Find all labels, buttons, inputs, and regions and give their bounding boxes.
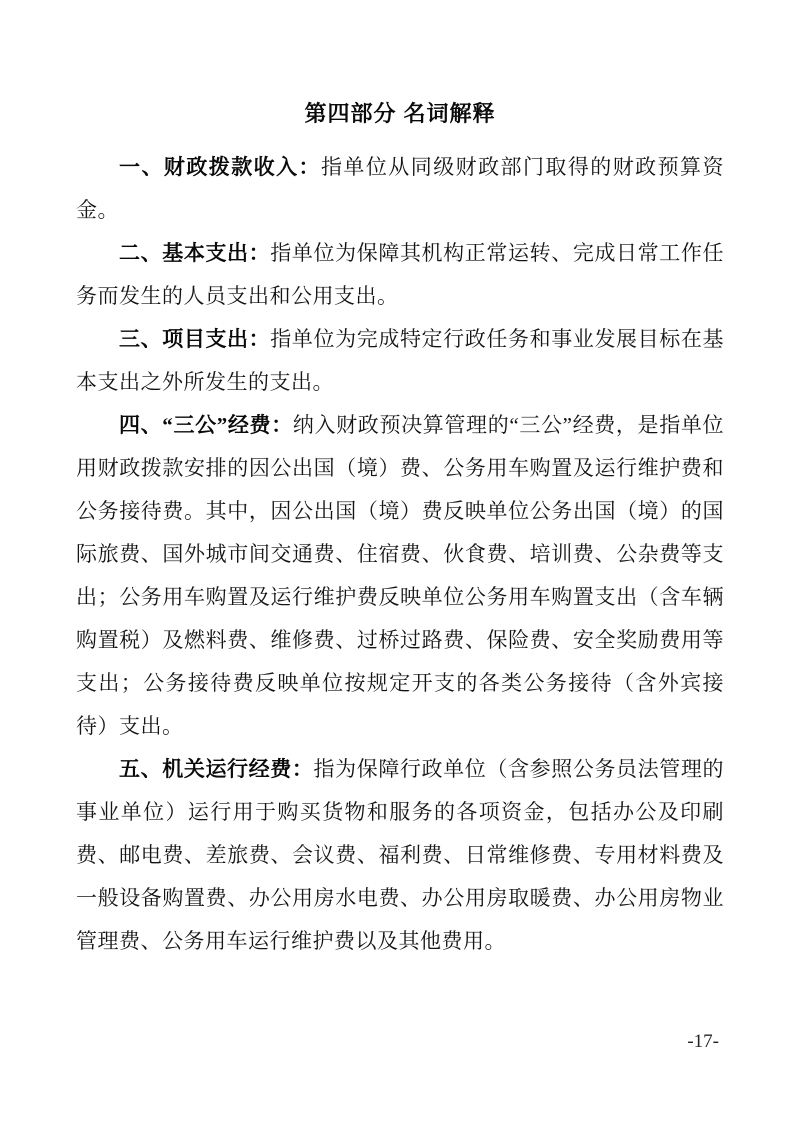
page-number: -17- bbox=[687, 1031, 719, 1052]
definition-paragraph-project-expenditure bbox=[76, 318, 724, 404]
document-content bbox=[76, 98, 724, 963]
term-definition: 指为保障行政单位（含参照公务员法管理的事业单位）运行用于购买货物和服务的各项资金，包括办公及印刷费、邮电费、差旅费、会议费、福利费、日常维修费、专用材料费及一般设备购置费、办公用房水电费、办公用房取暖费、办公用房物业管理费、公务用车运行维护费以及其他费用。 bbox=[76, 757, 724, 953]
term-definition: 指单位从同级财政部门取得的财政预算资金。 bbox=[76, 155, 725, 222]
term-label: 五、机关运行经费： bbox=[119, 757, 314, 781]
term-definition: 指单位为保障其机构正常运转、完成日常工作任务而发生的人员支出和公用支出。 bbox=[76, 241, 725, 308]
term-label: 二、基本支出： bbox=[119, 241, 271, 265]
term-definition: 纳入财政预决算管理的“三公”经费，是指单位用财政拨款安排的因公出国（境）费、公务用车购置及运行维护费和公务接待费。其中，因公出国（境）费反映单位公务出国（境）的国际旅费、国外城市间交通费、住宿费、伙食费、培训费、公杂费等支出；公务用车购置及运行维护费反映单位公务用车购置支出（含车辆购置税）及燃料费、维修费、过桥过路费、保险费、安全奖励费用等支出；公务接待费反映单位按规定开支的各类公务接待（含外宾接待）支出。 bbox=[76, 413, 725, 738]
page-title: 第四部分 名词解释 bbox=[304, 101, 496, 126]
term-label: 三、项目支出： bbox=[119, 327, 271, 351]
definition-paragraph-fiscal-appropriation-income bbox=[76, 146, 724, 232]
term-label: 四、“三公”经费： bbox=[119, 413, 293, 437]
term-label: 一、财政拨款收入： bbox=[119, 155, 321, 179]
definition-paragraph-three-public-funds bbox=[76, 404, 724, 748]
definition-paragraph-agency-operating-funds bbox=[76, 748, 724, 963]
definition-paragraph-basic-expenditure bbox=[76, 232, 724, 318]
term-definition: 指单位为完成特定行政任务和事业发展目标在基本支出之外所发生的支出。 bbox=[76, 327, 725, 394]
